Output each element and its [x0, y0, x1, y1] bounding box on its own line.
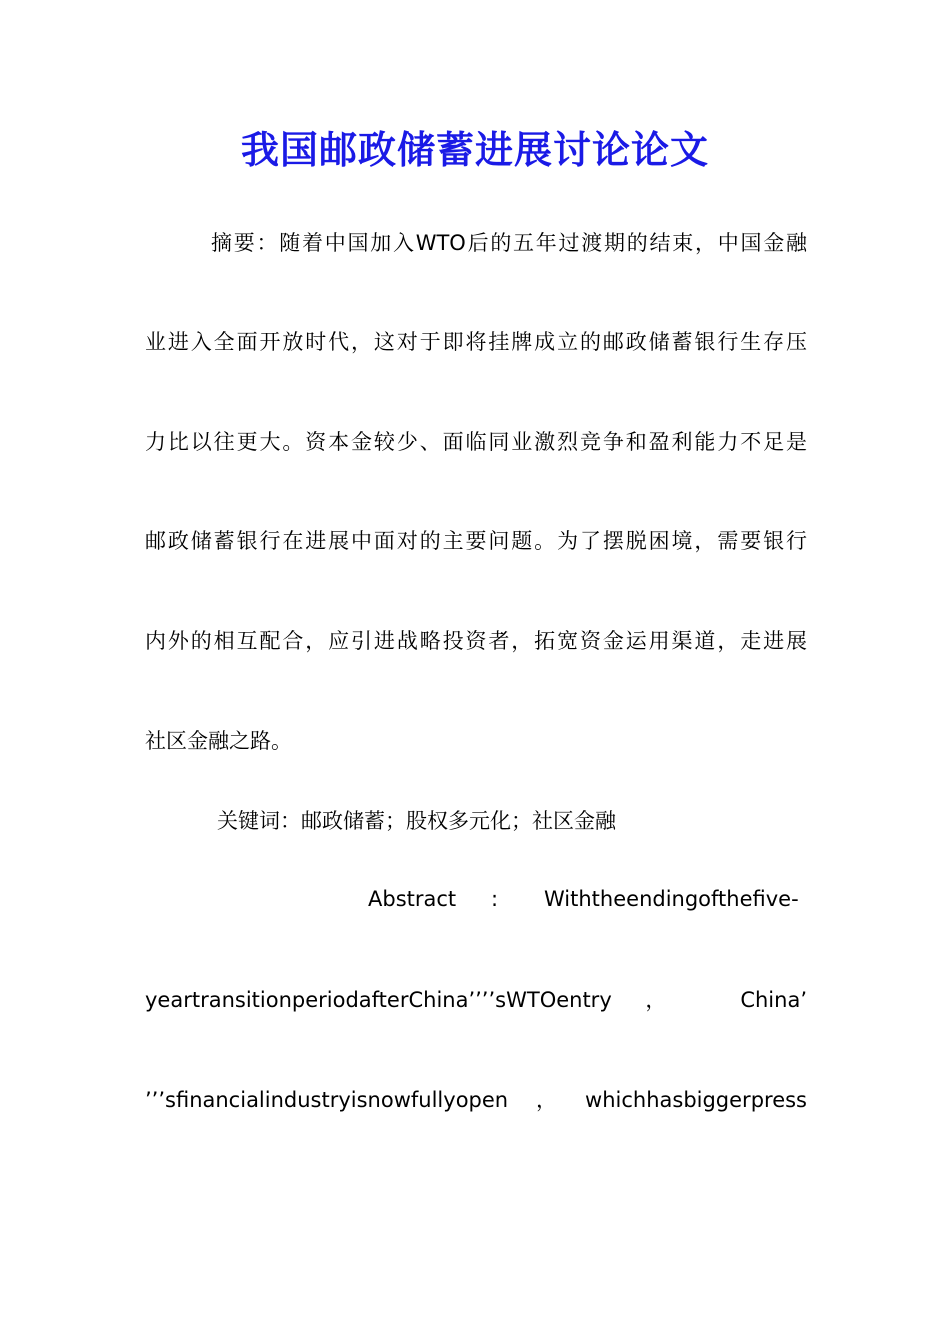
abstract-cn-line-4: 邮政储蓄银行在进展中面对的主要问题。为了摆脱困境，需要银行: [145, 529, 807, 553]
abstract-en-first-text: Withtheendingofthefive-: [544, 887, 799, 911]
abstract-cn-line-6: 社区金融之路。: [145, 729, 292, 753]
abstract-cn-line-3: 力比以往更大。资本金较少、面临同业激烈竞争和盈利能力不足是: [145, 430, 807, 454]
keywords-line: 关键词：邮政储蓄；股权多元化；社区金融: [217, 809, 616, 833]
abstract-cn-line-2: 业进入全面开放时代，这对于即将挂牌成立的邮政储蓄银行生存压: [145, 330, 807, 354]
abstract-cn-line-1: 摘要：随着中国加入WTO后的五年过渡期的结束，中国金融: [211, 231, 807, 255]
abstract-en-colon: :: [491, 887, 499, 911]
abstract-en-line-3: ’’’sfinancialindustryisnowfullyopen，whichhasbiggerpress: [145, 1088, 807, 1112]
abstract-en-label: Abstract: [368, 887, 457, 911]
document-title: 我国邮政储蓄进展讨论论文: [240, 127, 709, 172]
abstract-en-line-2: yeartransitionperiodafterChina’’’’sWTOentry， China’: [145, 988, 807, 1012]
abstract-cn-line-5: 内外的相互配合，应引进战略投资者，拓宽资金运用渠道，走进展: [145, 629, 807, 653]
